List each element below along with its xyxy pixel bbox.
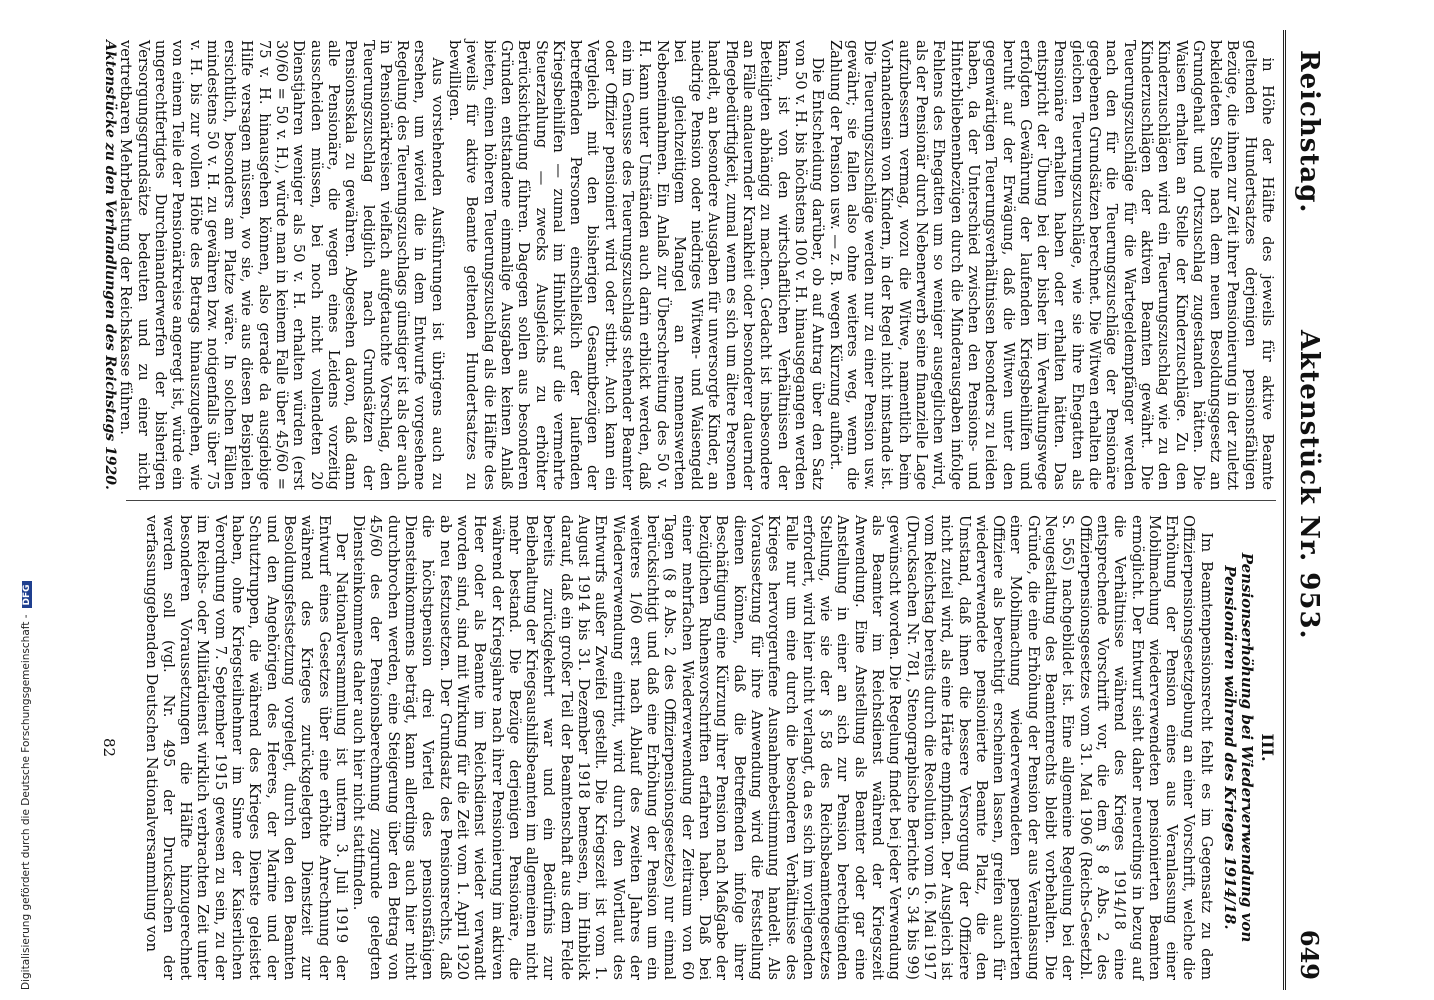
left-paragraph: Die Entscheidung darüber, ob auf Antrag über den Satz von 50 v. H. bis höchstens 100 v. H. hinausgegangen werden kann, ist von den wirtschaftlichen Verhältnissen der Beteiligten abhängig zu machen. Gedacht ist insbesondere an Fälle andauernder Krankheit oder besonderer dauernder Pflegebedürftigkeit, zumal wenn es sich um ältere Personen handelt, an besondere Ausgaben für unversorgte Kinder, an niedrige Pension oder niedriges Witwen- und Waisengeld bei gleichzeitigem Mangel an nennenswerten Nebeneinnahmen. Ein Anlaß zur Überschreitung des 50 v. H. kann unter Umständen auch darin erblickt werden, daß ein im Genusse des Teuerungszuschlags stehender Beamter oder Offizier pensioniert wird oder stirbt. Auch kann ein Vergleich mit den bisherigen Gesamtbezügen der betreffenden Personen einschließlich der laufenden Kriegsbeihilfen — zumal im Hinblick auf die vermehrte Steuerzahlung — zwecks Ausgleichs zu erhöhter Berücksichtigung führen. Dagegen sollen aus besonderen Gründen entstandene einmalige Ausgaben keinen Anlaß bieten, einen höheren Teuerungszuschlag als die Hälfte des jeweils für aktive Beamte geltenden Hundertsatzes zu bewilligen.	[446, 40, 827, 490]
digitization-credit	[20, 581, 32, 990]
page-header	[1283, 30, 1330, 990]
left-paragraph: Aus vorstehenden Ausführungen ist übrigens auch zu ersehen, um wieviel die in dem Entwurfe vorgesehene Regelung des Teuerungszuschlags günstiger ist als der auch in Pensionärkreisen vielfach aufgetauchte Vorschlag, den Teuerungszuschlag lediglich nach Grundsätzen der Pensionsskala zu gewähren. Abgesehen davon, daß dann alle Pensionäre, die wegen eines Leidens vorzeitig ausscheiden müssen, bei noch nicht vollendeten 20 Dienstjahren weniger als 50 v. H. erhalten würden (erst 30/60 = 50 v. H.), würde man in keinem Falle über 45/60 = 75 v. H. hinausgehen können, also gerade da ausgiebige Hilfe versagen müssen, wo sie, wie aus diesen Beispielen ersichtlich, besonders am Platze wäre. In solchen Fällen mindestens 50 v. H. zu gewähren bzw. notigenfalls über 75 v. H. bis zur vollen Höhe des Betrags hinauszugehen, wie von einem Teile der Pensionärkreise angeregt ist, würde ein ungerechtfertigtes Durcheinanderwerfen der bisherigen Versorgungsgrundsätze bedeuten und zu einer nicht vertretbaren Mehrbelastung der Reichskasse führen.	[117, 40, 446, 490]
right-column	[142, 515, 1276, 980]
header-aktenstueck: Aktenstück Nr. 953.	[1294, 330, 1324, 640]
left-column	[117, 40, 1276, 490]
section-number: III.	[1258, 733, 1277, 762]
section-title: Pensionserhöhung bei Wiederverwendung von Pensionären während des Krieges 1914/18.	[1220, 552, 1256, 943]
digitization-credit-text: Digitalisierung gefördert durch die Deutsche Forschungsgemeinschaft -	[20, 614, 32, 990]
header-reichstag: Reichstag.	[1294, 50, 1324, 214]
right-paragraph: Im Beamtenpensionsrecht fehlt es im Gegensatz zu dem Offizierpensionsgesetzgebung an einer Vorschrift, welche die Erhöhung der Pension eines aus Veranlassung einer Mobilmachung wiederverwendeten pensionierten Beamten ermöglicht. Der Entwurf sieht daher neuerdings in bezug auf die Verhältnisse während des Krieges 1914/18 eine entsprechende Vorschrift vor, die dem § 8 Abs. 2 des Offizierpensionsgesetzes vom 31. Mai 1906 (Reichs-Gesetzbl. S. 565) nachgebildet ist. Eine allgemeine Regelung bei der Neugestaltung des Beamtenrechts bleibt vorbehalten. Die Gründe, die eine Erhöhung der Pension der aus Veranlassung einer Mobilmachung wiederverwendeten pensionierten Offiziere als berechtigt erscheinen lassen, greifen auch für wiederverwendete pensionierte Beamte Platz, die den Umstand, daß ihnen die bessere Versorgung der Offiziere nicht zuteil wird, als eine Härte empfinden. Der Ausgleich ist vom Reichstag bereits durch die Resolution vom 16. Mai 1917 (Drucksachen Nr. 781, Stenographische Berichte S. 34 bis 99) gewünscht worden. Die Regelung findet bei jeder Verwendung als Beamter im Reichsdienst während der Kriegszeit Anwendung. Eine Anstellung als Beamter oder gar eine Anstellung in einer an sich zur Pension berechtigenden Stellung, wie sie der § 58 des Reichsbeamtengesetzes erfordert, wird hier nicht verlangt, da es sich im vorliegenden Falle nur um eine durch die besonderen Verhältnisse des Krieges hervorgerufene Ausnahmebestimmung handelt. Als Voraussetzung für ihre Anwendung wird die Feststellung dienen können, daß die Betreffenden infolge ihrer Beschäftigung eine Kürzung ihrer Pension nach Maßgabe der bezüglichen Ruhensvorschriften erfahren haben. Daß bei einer mehrfachen Wiederverwendung der Zeitraum von 60 Tagen (§ 8 Abs. 2 des Offizierpensionsgesetzes) nur einmal berücksichtigt und daß eine Erhöhung der Pension um ein weiteres 1/60 erst nach Ablauf des zweiten Jahres der Wiederverwendung eintritt, wird durch den Wortlaut des Entwurfs außer Zweifel gestellt. Die Kriegszeit ist vom 1. August 1914 bis 31. Dezember 1918 bemessen, im Hinblick darauf, daß ein großer Teil der Beamtenschaft aus dem Felde bereits zurückgekehrt war und ein Bedürfnis zur Beibehaltung der Kriegsaushilfsbeamten im allgemeinen nicht mehr bestand. Die Bezüge derjenigen Pensionäre, die während der Kriegsjahre nach ihrer Pensionierung im aktiven Heer oder als Beamte im Reichsdienst wieder verwandt worden sind, sind mit Wirkung für die Zeit vom 1. April 1920 ab neu festzusetzen. Der Grundsatz des Pensionsrechts, daß die höchstpension drei Viertel des pensionsfähigen Diensteinkommens beträgt, kann allerdings auch hier nicht durchbrochen werden, eine Steigerung über den Betrag von 45/60 des der Pensionsberechnung zugrunde gelegten Diensteinkommens daher auch hier nicht stattfinden.	[350, 515, 1215, 980]
document-page	[70, 30, 1330, 990]
page-footer: Aktenstücke zu den Verhandlungen des Reichstags 1920.	[102, 40, 118, 490]
right-paragraph: Der Nationalversammlung ist unterm 3. Juli 1919 der Entwurf eines Gesetzes über eine erhöhte Anrechnung der während des Krieges zurückgelegten Dienstzeit zur Besoldungsfestsetzung vorgelegt, durch den den Beamten und den Angehörigen des Heeres, der Marine und der Schutztruppen, die während des Krieges Dienste geleistet haben, ohne Kriegsteilnehmer im Sinne der Kaiserlichen Verordnung vom 7. September 1915 gewesen zu sein, zu der im Reichs- oder Militärdienst wirklich verbrachten Zeit unter besonderen Voraussetzungen die Hälfte hinzugerechnet werden soll (vgl. Nr. 495 der Drucksachen der verfassunggebenden Deutschen Nationalversammlung von	[142, 515, 350, 980]
dfg-logo: DFG	[22, 581, 32, 608]
left-paragraph: in Höhe der Hälfte des jeweils für aktive Beamte geltenden Hundertsatzes derjenigen pensionsfähigen Bezüge, die ihnen zur Zeit ihrer Pensionierung in der zuletzt bekleideten Stelle nach dem neuen Besoldungsgesetz an Grundgehalt und Ortszuschlag zugestanden hätten. Die Waisen erhalten an Stelle der Kinderzuschläge. Zu den Kinderzuschlägen wird ein Teuerungszuschlag wie zu den Kinderzuschlägen der aktiven Beamten gewährt. Die Teuerungszuschläge für die Wartegeldempfänger werden nach den für die Teuerungszuschläge der Pensionäre gegebenen Grundsätzen berechnet. Die Witwen erhalten die gleichen Teuerungszuschläge, wie sie ihre Ehegatten als Pensionäre erhalten haben oder erhalten hätten. Das entspricht der Übung bei der bisher im Verwaltungswege erfolgten Gewährung der laufenden Kriegsbeihilfen und beruht auf der Erwägung, daß die Witwen unter den gegenwärtigen Teuerungsverhältnissen besonders zu leiden haben, da der Unterschied zwischen den Pensions- und Hinterbliebenenbezügen durch die Minderausgaben infolge Fehlens des Ehegatten um so weniger ausgeglichen wird, als der Pensionär durch Nebenerwerb seine finanzielle Lage aufzubessern vermag, wozu die Witwe, namentlich beim Vorhandensein von Kindern, in der Regel nicht imstande ist. Die Teuerungszuschläge werden nur zu einer Pension usw. gewährt; sie fallen also ohne weiteres weg, wenn die Zahlung der Pension usw. — z. B. wegen Kürzung aufhört.	[826, 40, 1276, 490]
header-page-number: 649	[1295, 929, 1324, 980]
column-divider	[126, 500, 1276, 501]
digitization-credit-sidebar	[2, 0, 32, 1000]
bottom-page-number: 82	[100, 737, 118, 758]
